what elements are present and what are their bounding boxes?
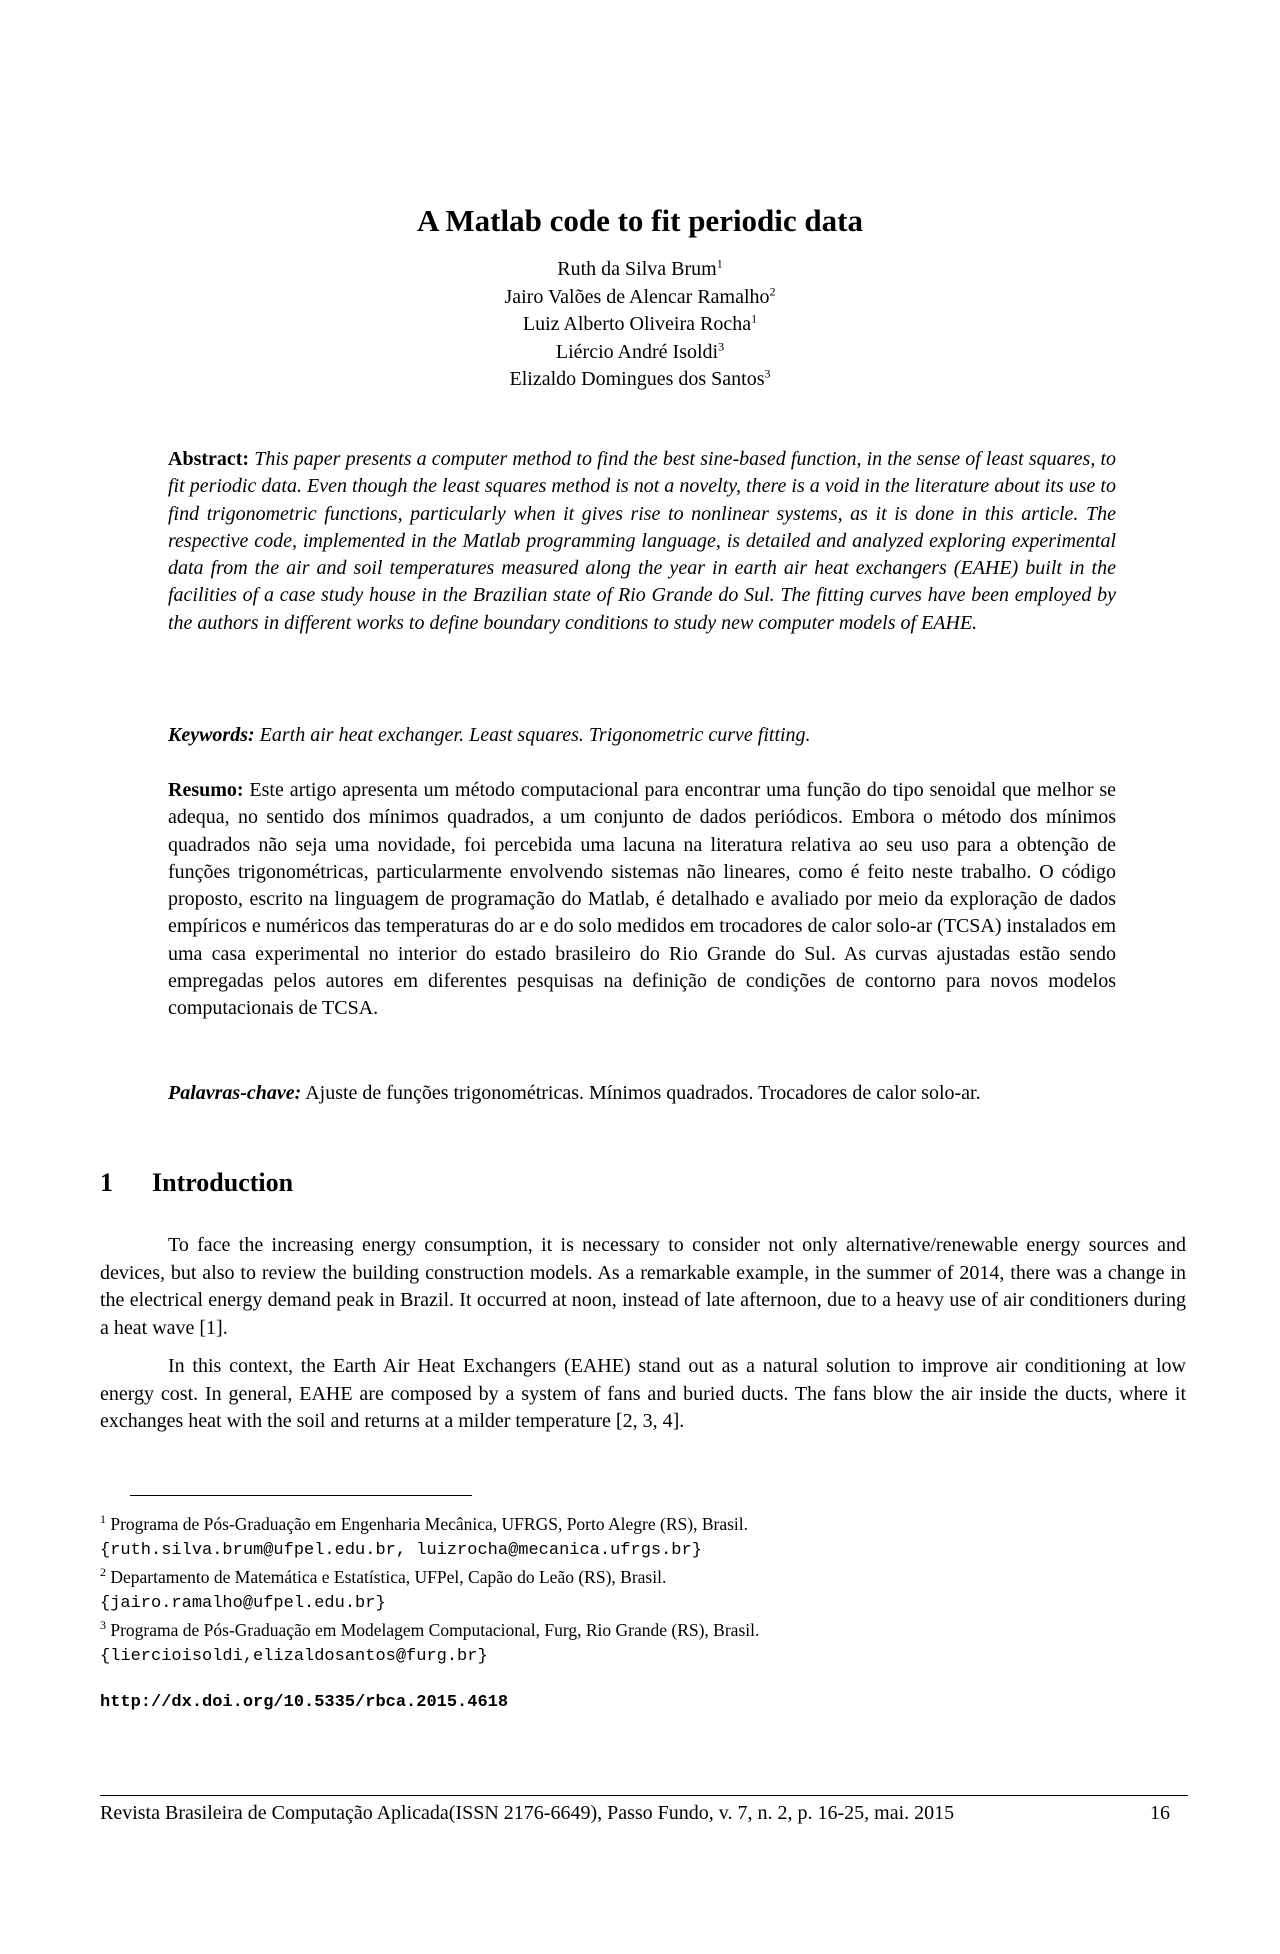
author [0, 284, 1280, 312]
affiliation-mark: 1 [716, 256, 723, 271]
abstract-text: This paper presents a computer method to find the best sine-based function, in the sense of least squares, to fit periodic data. Even though the least squares method is not a novelty, there is a void in the literature about its use to find trigonometric functions, particularly when it gives rise to nonlinear systems, as it is done in this article. The respective code, implemented in the Matlab programming language, is detailed and analyzed exploring experimental data from the air and soil temperatures measured along the year in earth air heat exchangers (EAHE) built in the facilities of a case study house in the Brazilian state of Rio Grande do Sul. The fitting curves have been employed by the authors in different works to define boundary conditions to study new computer models of EAHE. [168, 448, 1116, 634]
author [0, 366, 1280, 394]
footnote-emails: {jairo.ramalho@ufpel.edu.br} [100, 1593, 386, 1613]
footnote-mark: 1 [100, 1512, 106, 1527]
author [0, 339, 1280, 367]
author-name: Ruth da Silva Brum [557, 258, 717, 280]
footer-separator [100, 1795, 1188, 1796]
author-name: Jairo Valões de Alencar Ramalho [504, 285, 770, 308]
body-paragraph: In this context, the Earth Air Heat Exchangers (EAHE) stand out as a natural solution to improve air conditioning at low energy cost. In general, EAHE are composed by a system of fans and buried ducts. The fans blow the air inside the ducts, where it exchanges heat with the soil and returns at a milder temperature [2, 3, 4]. [100, 1355, 1186, 1432]
footnote [100, 1511, 1200, 1538]
footnote-text: Programa de Pós-Graduação em Engenharia Mecânica, UFRGS, Porto Alegre (RS), Brasil. [110, 1514, 748, 1534]
abstract-label: Abstract: [168, 448, 250, 470]
abstract [168, 446, 1116, 637]
journal-citation: Revista Brasileira de Computação Aplicada(ISSN 2176-6649), Passo Fundo, v. 7, n. 2, p. 16-25, mai. 2015 [100, 1802, 955, 1824]
author [0, 311, 1280, 339]
resumo-text: Este artigo apresenta um método computacional para encontrar uma função do tipo senoidal que melhor se adequa, no sentido dos mínimos quadrados, a um conjunto de dados periódicos. Embora o método dos mínimos quadrados não seja uma novidade, foi percebida uma lacuna na literatura relativa ao seu uso para a obtenção de funções trigonométricas, particularmente envolvendo sistemas não lineares, como é feito neste trabalho. O código proposto, escrito na linguagem de programação do Matlab, é detalhado e avaliado por meio da exploração de dados empíricos e numéricos das temperaturas do ar e do solo medidos em trocadores de calor solo-ar (TCSA) instalados em uma casa experimental no interior do estado brasileiro do Rio Grande do Sul. As curvas ajustadas estão sendo empregadas pelos autores em diferentes pesquisas na definição de condições de contorno para novos modelos computacionais de TCSA. [168, 779, 1117, 1020]
palavras-text: Ajuste de funções trigonométricas. Mínimos quadrados. Trocadores de calor solo-ar. [305, 1082, 981, 1104]
keywords-text: Earth air heat exchanger. Least squares. Trigonometric curve fitting. [259, 724, 811, 746]
footnote [100, 1617, 1200, 1644]
footnote-text: Departamento de Matemática e Estatística, UFPel, Capão do Leão (RS), Brasil. [110, 1567, 667, 1587]
page-number: 16 [1150, 1802, 1170, 1824]
doi-link[interactable]: http://dx.doi.org/10.5335/rbca.2015.4618 [100, 1693, 509, 1712]
section-number: 1 [100, 1168, 113, 1197]
footnote-emails: {ruth.silva.brum@ufpel.edu.br, luizrocha@mecanica.ufrgs.br} [100, 1540, 702, 1560]
footnotes [100, 1511, 1200, 1670]
body-paragraph: To face the increasing energy consumption, it is necessary to consider not only alternative/renewable energy sources and devices, but also to review the building construction models. As a remarkable example, in the summer of 2014, there was a change in the electrical energy demand peak in Brazil. It occurred at noon, instead of late afternoon, due to a heavy use of air conditioners during a heat wave [1]. [100, 1234, 1186, 1339]
affiliation-mark: 3 [764, 366, 771, 381]
footnote-emails: {liercioisoldi,elizaldosantos@furg.br} [100, 1646, 488, 1666]
paper-title: A Matlab code to fit periodic data [416, 203, 863, 238]
author-name: Luiz Alberto Oliveira Rocha [522, 313, 752, 335]
author-name: Liércio André Isoldi [555, 340, 719, 363]
section-title: Introduction [152, 1168, 294, 1197]
affiliation-mark: 1 [751, 311, 758, 326]
footnote-mark: 3 [100, 1618, 106, 1633]
footnote-mark: 2 [100, 1565, 106, 1580]
footnote [100, 1564, 1200, 1591]
author-list [0, 256, 1280, 394]
footnote-separator [130, 1495, 472, 1496]
section-heading [100, 1168, 293, 1198]
author-name: Elizaldo Domingues dos Santos [509, 368, 765, 390]
palavras-chave [168, 1080, 1116, 1108]
author [0, 256, 1280, 284]
keywords [168, 722, 1116, 749]
palavras-label: Palavras-chave: [168, 1082, 302, 1104]
footnote-text: Programa de Pós-Graduação em Modelagem Computacional, Furg, Rio Grande (RS), Brasil. [110, 1620, 760, 1640]
resumo-label: Resumo: [168, 779, 244, 801]
affiliation-mark: 3 [718, 338, 725, 353]
resumo [168, 777, 1116, 1023]
page-footer [100, 1802, 1170, 1825]
keywords-label: Keywords: [168, 724, 255, 746]
affiliation-mark: 2 [769, 283, 776, 298]
